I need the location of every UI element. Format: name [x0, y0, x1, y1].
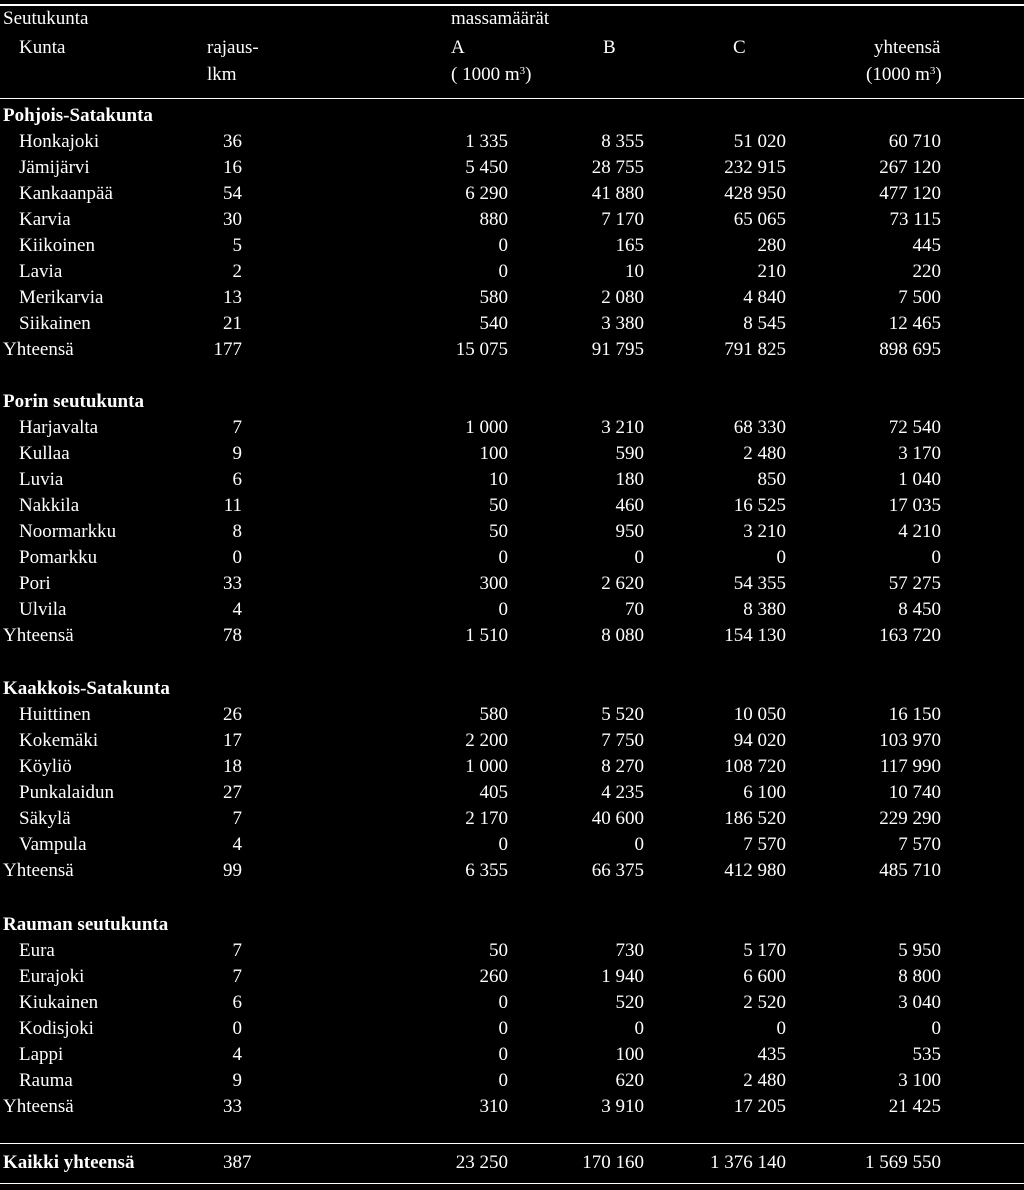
a-cell: 1 335	[465, 131, 508, 153]
c-cell: 210	[757, 261, 786, 283]
b-cell: 41 880	[591, 183, 644, 205]
c-cell: 65 065	[733, 209, 786, 231]
c-cell: 68 330	[733, 417, 786, 439]
unit-a-close: )	[525, 64, 532, 85]
b-cell: 730	[615, 940, 644, 962]
top-rule	[0, 4, 1024, 6]
rajaus-lkm-cell: 13	[223, 287, 242, 309]
header-rajaus: rajaus-	[207, 37, 259, 58]
header-yhteensa: yhteensä	[874, 37, 941, 58]
c-cell: 2 480	[743, 443, 786, 465]
rajaus-lkm-cell: 16	[223, 157, 242, 179]
a-cell: 260	[479, 966, 508, 988]
rajaus-lkm-total: 78	[223, 625, 242, 647]
total-label: Yhteensä	[3, 1096, 74, 1118]
rajaus-lkm-cell: 11	[223, 495, 242, 517]
b-cell: 4 235	[601, 782, 644, 804]
yhteensa-cell: 445	[912, 235, 941, 257]
a-cell: 50	[489, 521, 508, 543]
rajaus-lkm-cell: 30	[223, 209, 242, 231]
yhteensa-cell: 103 970	[879, 730, 941, 752]
yhteensa-cell: 117 990	[879, 756, 941, 778]
a-cell: 0	[498, 235, 508, 257]
b-cell: 2 620	[601, 573, 644, 595]
kunta-cell: Jämijärvi	[19, 157, 90, 179]
c-cell: 435	[757, 1044, 786, 1066]
rajaus-lkm-cell: 7	[232, 966, 242, 988]
a-cell: 2 200	[465, 730, 508, 752]
a-cell: 1 000	[465, 417, 508, 439]
yhteensa-cell: 16 150	[888, 704, 941, 726]
b-cell: 5 520	[601, 704, 644, 726]
header-col-b: B	[603, 37, 616, 58]
rajaus-lkm-cell: 2	[232, 261, 242, 283]
kunta-cell: Kokemäki	[19, 730, 99, 752]
header-rule	[0, 98, 1024, 99]
c-total: 791 825	[724, 339, 786, 361]
rajaus-lkm-cell: 21	[223, 313, 242, 335]
b-total: 3 910	[601, 1096, 644, 1118]
a-total: 1 510	[465, 625, 508, 647]
c-cell: 0	[776, 547, 786, 569]
b-cell: 3 380	[601, 313, 644, 335]
c-total: 412 980	[724, 860, 786, 882]
a-cell: 0	[498, 1018, 508, 1040]
section-title: Kaakkois-Satakunta	[3, 678, 170, 699]
a-cell: 6 290	[465, 183, 508, 205]
a-cell: 405	[479, 782, 508, 804]
b-cell: 590	[615, 443, 644, 465]
grand-total-top-rule	[0, 1143, 1024, 1144]
total-label: Yhteensä	[3, 339, 74, 361]
rajaus-lkm-cell: 54	[223, 183, 242, 205]
a-cell: 540	[479, 313, 508, 335]
c-cell: 108 720	[724, 756, 786, 778]
kunta-cell: Kiikoinen	[19, 235, 95, 257]
a-cell: 50	[489, 495, 508, 517]
kunta-cell: Merikarvia	[19, 287, 104, 309]
c-cell: 94 020	[733, 730, 786, 752]
b-cell: 2 080	[601, 287, 644, 309]
kunta-cell: Huittinen	[19, 704, 91, 726]
b-cell: 1 940	[601, 966, 644, 988]
kunta-cell: Säkylä	[19, 808, 71, 830]
kunta-cell: Eura	[19, 940, 55, 962]
kunta-cell: Vampula	[19, 834, 87, 856]
b-cell: 0	[634, 1018, 644, 1040]
rajaus-lkm-cell: 9	[232, 443, 242, 465]
kunta-cell: Lavia	[19, 261, 63, 283]
yhteensa-cell: 220	[912, 261, 941, 283]
b-cell: 8 355	[601, 131, 644, 153]
c-cell: 51 020	[733, 131, 786, 153]
b-cell: 10	[625, 261, 644, 283]
rajaus-lkm-cell: 5	[232, 235, 242, 257]
b-cell: 28 755	[591, 157, 644, 179]
rajaus-lkm-cell: 6	[232, 992, 242, 1014]
rajaus-lkm-total: 177	[213, 339, 242, 361]
kunta-cell: Kankaanpää	[19, 183, 113, 205]
a-total: 6 355	[465, 860, 508, 882]
b-cell: 70	[625, 599, 644, 621]
yhteensa-cell: 7 500	[898, 287, 941, 309]
rajaus-lkm-cell: 33	[223, 573, 242, 595]
a-cell: 0	[498, 261, 508, 283]
unit-yht-close: )	[935, 64, 942, 85]
c-cell: 850	[757, 469, 786, 491]
a-cell: 880	[479, 209, 508, 231]
yhteensa-cell: 7 570	[898, 834, 941, 856]
a-cell: 0	[498, 834, 508, 856]
c-grand-total: 1 376 140	[710, 1152, 786, 1173]
unit-yht-sup: 3	[929, 65, 936, 77]
header-lkm: lkm	[207, 64, 237, 85]
b-cell: 460	[615, 495, 644, 517]
a-cell: 0	[498, 1044, 508, 1066]
a-cell: 0	[498, 992, 508, 1014]
yhteensa-cell: 3 170	[898, 443, 941, 465]
rajaus-lkm-total: 99	[223, 860, 242, 882]
c-cell: 2 480	[743, 1070, 786, 1092]
a-cell: 0	[498, 1070, 508, 1092]
yhteensa-cell: 10 740	[888, 782, 941, 804]
a-cell: 0	[498, 547, 508, 569]
section-title: Porin seutukunta	[3, 391, 144, 412]
yhteensa-grand-total: 1 569 550	[865, 1152, 941, 1173]
a-cell: 100	[479, 443, 508, 465]
c-cell: 186 520	[724, 808, 786, 830]
c-cell: 5 170	[743, 940, 786, 962]
yhteensa-cell: 60 710	[888, 131, 941, 153]
yhteensa-cell: 267 120	[879, 157, 941, 179]
kunta-cell: Lappi	[19, 1044, 64, 1066]
section-title: Pohjois-Satakunta	[3, 105, 153, 126]
kunta-cell: Pomarkku	[19, 547, 98, 569]
b-cell: 100	[615, 1044, 644, 1066]
grand-total-label: Kaikki yhteensä	[3, 1152, 135, 1173]
c-total: 17 205	[733, 1096, 786, 1118]
rajaus-lkm-cell: 7	[232, 940, 242, 962]
rajaus-lkm-cell: 36	[223, 131, 242, 153]
a-grand-total: 23 250	[455, 1152, 508, 1173]
header-col-a-unit	[451, 64, 531, 86]
yhteensa-total: 21 425	[888, 1096, 941, 1118]
yhteensa-cell: 0	[931, 547, 941, 569]
rajaus-lkm-cell: 26	[223, 704, 242, 726]
unit-a-sup: 3	[519, 65, 526, 77]
rajaus-lkm-total: 33	[223, 1096, 242, 1118]
b-cell: 3 210	[601, 417, 644, 439]
kunta-cell: Karvia	[19, 209, 71, 231]
rajaus-lkm-cell: 0	[232, 547, 242, 569]
b-cell: 8 270	[601, 756, 644, 778]
unit-a-text: ( 1000 m	[451, 64, 520, 85]
a-cell: 5 450	[465, 157, 508, 179]
a-cell: 1 000	[465, 756, 508, 778]
c-cell: 10 050	[733, 704, 786, 726]
rajaus-lkm-cell: 4	[232, 1044, 242, 1066]
rajaus-lkm-cell: 9	[232, 1070, 242, 1092]
b-cell: 950	[615, 521, 644, 543]
yhteensa-cell: 3 100	[898, 1070, 941, 1092]
a-cell: 50	[489, 940, 508, 962]
kunta-cell: Honkajoki	[19, 131, 100, 153]
c-cell: 54 355	[733, 573, 786, 595]
c-cell: 8 545	[743, 313, 786, 335]
b-total: 8 080	[601, 625, 644, 647]
grand-total-rajaus: 387	[223, 1152, 252, 1173]
rajaus-lkm-cell: 4	[232, 834, 242, 856]
kunta-cell: Eurajoki	[19, 966, 85, 988]
kunta-cell: Pori	[19, 573, 51, 595]
yhteensa-cell: 17 035	[888, 495, 941, 517]
c-cell: 2 520	[743, 992, 786, 1014]
yhteensa-cell: 8 800	[898, 966, 941, 988]
section-title: Rauman seutukunta	[3, 914, 169, 935]
a-cell: 0	[498, 599, 508, 621]
kunta-cell: Nakkila	[19, 495, 80, 517]
b-cell: 0	[634, 834, 644, 856]
rajaus-lkm-cell: 4	[232, 599, 242, 621]
yhteensa-cell: 477 120	[879, 183, 941, 205]
kunta-cell: Kodisjoki	[19, 1018, 94, 1040]
rajaus-lkm-cell: 7	[232, 808, 242, 830]
rajaus-lkm-cell: 17	[223, 730, 242, 752]
rajaus-lkm-cell: 6	[232, 469, 242, 491]
b-cell: 165	[615, 235, 644, 257]
kunta-cell: Kiukainen	[19, 992, 99, 1014]
c-cell: 4 840	[743, 287, 786, 309]
header-yhteensa-unit	[866, 64, 942, 86]
a-cell: 580	[479, 287, 508, 309]
yhteensa-cell: 3 040	[898, 992, 941, 1014]
rajaus-lkm-cell: 18	[223, 756, 242, 778]
b-cell: 40 600	[591, 808, 644, 830]
total-label: Yhteensä	[3, 860, 74, 882]
rajaus-lkm-cell: 7	[232, 417, 242, 439]
a-cell: 300	[479, 573, 508, 595]
b-cell: 180	[615, 469, 644, 491]
a-cell: 2 170	[465, 808, 508, 830]
yhteensa-cell: 12 465	[888, 313, 941, 335]
yhteensa-cell: 8 450	[898, 599, 941, 621]
kunta-cell: Noormarkku	[19, 521, 117, 543]
a-total: 15 075	[455, 339, 508, 361]
header-kunta: Kunta	[19, 37, 66, 58]
yhteensa-cell: 229 290	[879, 808, 941, 830]
c-cell: 232 915	[724, 157, 786, 179]
c-cell: 280	[757, 235, 786, 257]
yhteensa-cell: 73 115	[889, 209, 941, 231]
yhteensa-cell: 57 275	[888, 573, 941, 595]
kunta-cell: Rauma	[19, 1070, 73, 1092]
rajaus-lkm-cell: 0	[232, 1018, 242, 1040]
header-massamaarat: massamäärät	[451, 8, 550, 29]
unit-yht-text: (1000 m	[866, 64, 930, 85]
header-seutukunta: Seutukunta	[3, 8, 89, 29]
rajaus-lkm-cell: 27	[223, 782, 242, 804]
c-cell: 16 525	[733, 495, 786, 517]
header-col-a: A	[451, 37, 465, 58]
yhteensa-cell: 535	[912, 1044, 941, 1066]
c-cell: 3 210	[743, 521, 786, 543]
yhteensa-total: 485 710	[879, 860, 941, 882]
b-cell: 0	[634, 547, 644, 569]
a-cell: 10	[489, 469, 508, 491]
yhteensa-cell: 4 210	[898, 521, 941, 543]
c-cell: 8 380	[743, 599, 786, 621]
rajaus-lkm-cell: 8	[232, 521, 242, 543]
c-cell: 6 100	[743, 782, 786, 804]
yhteensa-total: 163 720	[879, 625, 941, 647]
b-cell: 7 170	[601, 209, 644, 231]
kunta-cell: Ulvila	[19, 599, 67, 621]
header-col-c: C	[733, 37, 746, 58]
c-total: 154 130	[724, 625, 786, 647]
kunta-cell: Luvia	[19, 469, 64, 491]
yhteensa-cell: 72 540	[888, 417, 941, 439]
bottom-rule	[0, 1183, 1024, 1184]
b-cell: 620	[615, 1070, 644, 1092]
yhteensa-total: 898 695	[879, 339, 941, 361]
kunta-cell: Siikainen	[19, 313, 91, 335]
yhteensa-cell: 5 950	[898, 940, 941, 962]
a-cell: 580	[479, 704, 508, 726]
yhteensa-cell: 1 040	[898, 469, 941, 491]
c-cell: 7 570	[743, 834, 786, 856]
b-cell: 520	[615, 992, 644, 1014]
b-total: 91 795	[591, 339, 644, 361]
c-cell: 428 950	[724, 183, 786, 205]
b-grand-total: 170 160	[582, 1152, 644, 1173]
kunta-cell: Punkalaidun	[19, 782, 114, 804]
c-cell: 0	[776, 1018, 786, 1040]
kunta-cell: Harjavalta	[19, 417, 99, 439]
c-cell: 6 600	[743, 966, 786, 988]
yhteensa-cell: 0	[931, 1018, 941, 1040]
kunta-cell: Kullaa	[19, 443, 70, 465]
b-cell: 7 750	[601, 730, 644, 752]
total-label: Yhteensä	[3, 625, 74, 647]
a-total: 310	[479, 1096, 508, 1118]
b-total: 66 375	[591, 860, 644, 882]
kunta-cell: Köyliö	[19, 756, 72, 778]
